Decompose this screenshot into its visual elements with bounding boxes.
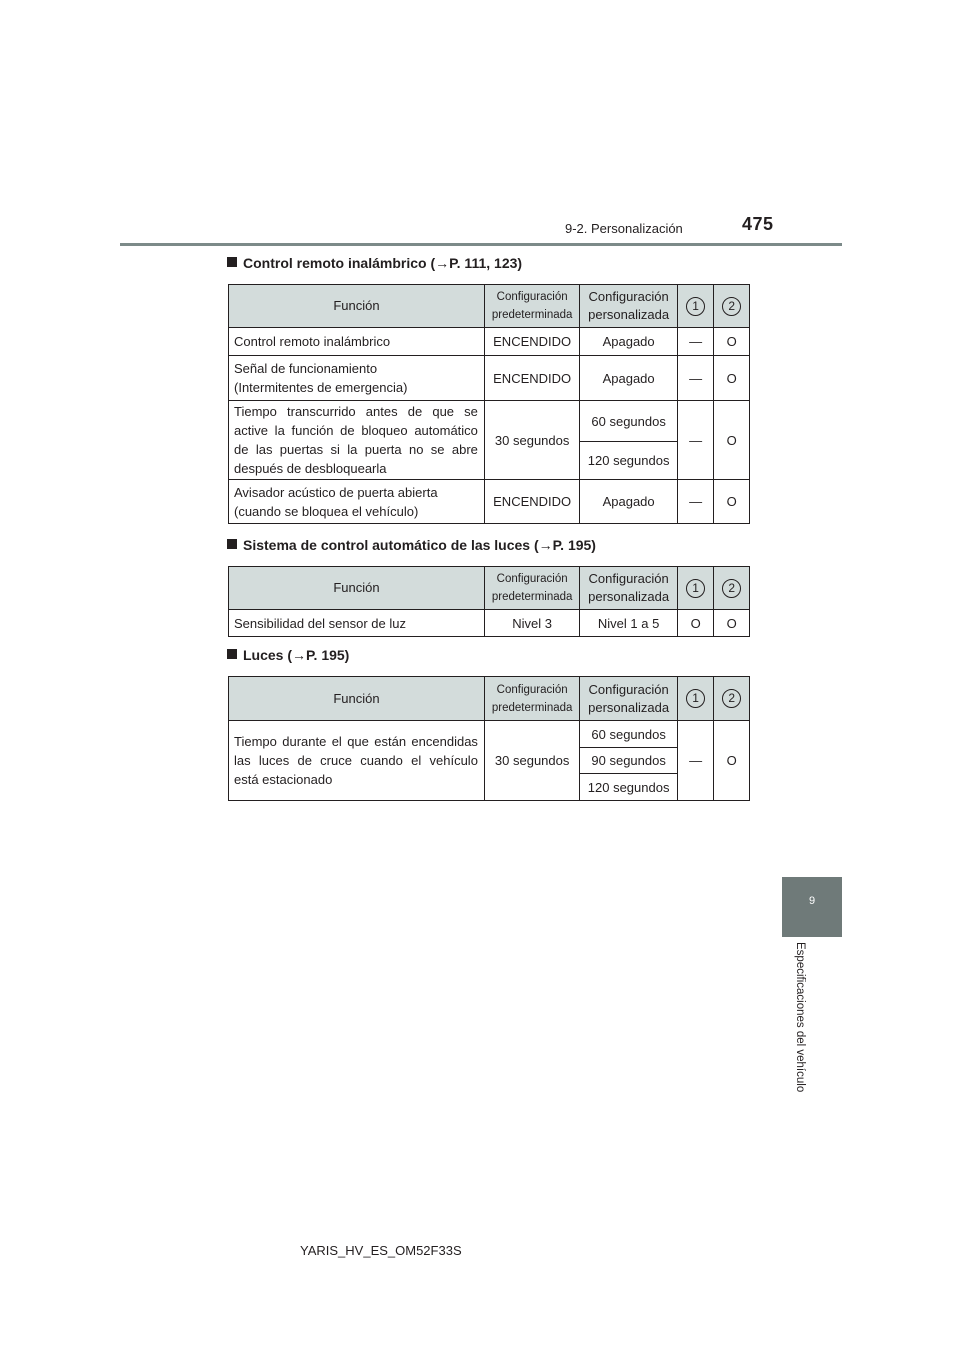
header-mark-1 [677, 677, 714, 721]
section-title-remote [227, 255, 522, 271]
header-mark-2 [714, 677, 750, 721]
circled-two-icon: 2 [722, 579, 741, 598]
page-number: 475 [742, 214, 774, 234]
table-lights [228, 676, 750, 801]
table-header-row [229, 677, 750, 721]
section-title-lights [227, 647, 349, 663]
table-row: Señal de funcionamiento (Intermitentes de emergencia) ENCENDIDO Apagado — O [229, 356, 750, 401]
table-header-row [229, 285, 750, 328]
section-heading: 9-2. Personalización [565, 221, 683, 236]
circled-two-icon: 2 [722, 297, 741, 316]
document-code: YARIS_HV_ES_OM52F33S [300, 1243, 462, 1258]
table-row: 120 segundos [229, 442, 750, 480]
header-mark-2 [714, 567, 750, 610]
table-remote [228, 284, 750, 524]
table-header-row [229, 567, 750, 610]
header-mark-1 [677, 567, 714, 610]
square-bullet-icon [227, 539, 237, 549]
table-auto-lights [228, 566, 750, 637]
header-funcion: Función [229, 677, 485, 721]
header-mark-1 [677, 285, 714, 328]
chapter-tab [782, 877, 842, 937]
chapter-label: Especificaciones del vehículo [794, 942, 806, 1093]
header-funcion: Función [229, 285, 485, 328]
section-title-text: Control remoto inalámbrico (→P. 111, 123) [243, 255, 523, 271]
circled-one-icon: 1 [686, 297, 705, 316]
section-title-auto-lights [227, 537, 596, 553]
table-row: 120 segundos [229, 774, 750, 801]
header-custom: Configuración personalizada [580, 677, 677, 721]
table-row: Control remoto inalámbrico ENCENDIDO Apagado — O [229, 328, 750, 356]
section-title-text: Luces (→P. 195) [243, 647, 350, 663]
table-row: Avisador acústico de puerta abierta (cuando se bloquea el vehículo) ENCENDIDO Apagado — O [229, 480, 750, 524]
circled-two-icon: 2 [722, 689, 741, 708]
header-mark-2 [714, 285, 750, 328]
section-title-text: Sistema de control automático de las luces (→P. 195) [243, 537, 596, 553]
header-default: Configuración predeterminada [484, 567, 579, 610]
table-row: Tiempo transcurrido antes de que se active la función de bloqueo automático de las puertas si la puerta no se abre después de desbloquearla 30 segundos 60 segundos — O [229, 401, 750, 442]
header-default: Configuración predeterminada [484, 677, 579, 721]
table-row: 90 segundos [229, 748, 750, 774]
header-rule [120, 243, 842, 246]
table-row: Tiempo durante el que están encendidas las luces de cruce cuando el vehículo está estacionado 30 segundos 60 segundos — O [229, 721, 750, 748]
table-row: Sensibilidad del sensor de luz Nivel 3 Nivel 1 a 5 O O [229, 610, 750, 637]
square-bullet-icon [227, 257, 237, 267]
header-default: Configuración predeterminada [484, 285, 579, 328]
circled-one-icon: 1 [686, 579, 705, 598]
square-bullet-icon [227, 649, 237, 659]
chapter-number: 9 [808, 895, 816, 907]
header-funcion: Función [229, 567, 485, 610]
header-custom: Configuración personalizada [580, 567, 677, 610]
header-custom: Configuración personalizada [580, 285, 677, 328]
circled-one-icon: 1 [686, 689, 705, 708]
